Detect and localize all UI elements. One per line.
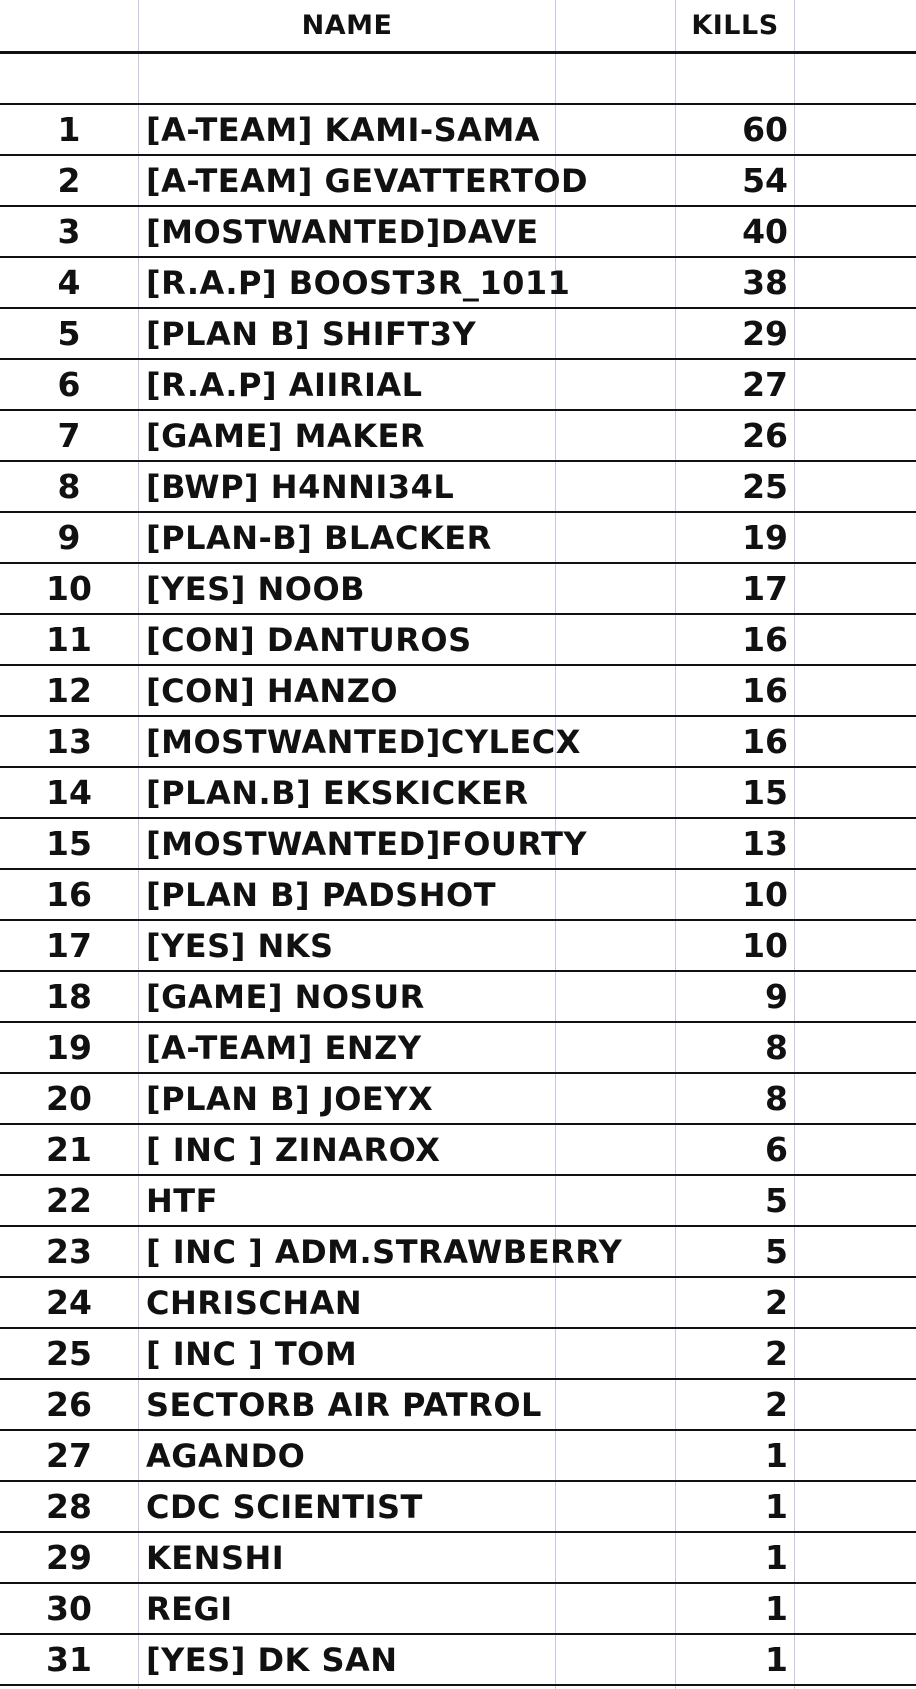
rank-cell: 8 <box>57 467 81 506</box>
kills-cell: 17 <box>742 569 788 608</box>
rank-cell: 25 <box>46 1334 92 1373</box>
rank-cell: 12 <box>46 671 92 710</box>
kills-cell: 16 <box>742 671 788 710</box>
table-row <box>0 768 916 819</box>
table-row <box>0 1482 916 1533</box>
table-row <box>0 105 916 156</box>
table-row <box>0 1023 916 1074</box>
rank-cell: 23 <box>46 1232 92 1271</box>
rank-cell: 3 <box>57 212 81 251</box>
player-name-cell: [BWP] H4NNI34L <box>146 467 455 506</box>
player-name-cell: [A-TEAM] KAMI-SAMA <box>146 110 541 149</box>
table-row <box>0 258 916 309</box>
kills-cell: 2 <box>765 1334 788 1373</box>
kills-cell: 8 <box>765 1028 788 1067</box>
player-name-cell: [ INC ] TOM <box>146 1334 358 1373</box>
rank-cell: 18 <box>46 977 92 1016</box>
player-name-cell: [PLAN B] PADSHOT <box>146 875 497 914</box>
rank-cell: 20 <box>46 1079 92 1118</box>
rank-cell: 2 <box>57 161 81 200</box>
kills-cell: 15 <box>742 773 788 812</box>
table-row <box>0 1227 916 1278</box>
rank-cell: 11 <box>46 620 92 659</box>
player-name-cell: CHRISCHAN <box>146 1283 363 1322</box>
table-row <box>0 1380 916 1431</box>
rank-cell: 27 <box>46 1436 92 1475</box>
player-name-cell: [MOSTWANTED]CYLECX <box>146 722 581 761</box>
player-name-cell: [CON] HANZO <box>146 671 399 710</box>
player-name-cell: [YES] NKS <box>146 926 334 965</box>
kills-cell: 6 <box>765 1130 788 1169</box>
table-row <box>0 1278 916 1329</box>
header-row <box>0 0 916 54</box>
table-row <box>0 360 916 411</box>
kills-cell: 9 <box>765 977 788 1016</box>
player-name-cell: CDC SCIENTIST <box>146 1487 423 1526</box>
kills-cell: 10 <box>742 926 788 965</box>
rank-cell: 16 <box>46 875 92 914</box>
table-row <box>0 1074 916 1125</box>
rank-cell: 14 <box>46 773 92 812</box>
rank-cell: 24 <box>46 1283 92 1322</box>
table-row <box>0 156 916 207</box>
kills-cell: 40 <box>742 212 788 251</box>
kills-cell: 26 <box>742 416 788 455</box>
rank-cell: 22 <box>46 1181 92 1220</box>
kills-cell: 25 <box>742 467 788 506</box>
player-name-cell: [A-TEAM] ENZY <box>146 1028 422 1067</box>
table-row <box>0 513 916 564</box>
player-name-cell: [GAME] MAKER <box>146 416 426 455</box>
player-name-cell: [MOSTWANTED]DAVE <box>146 212 539 251</box>
rank-cell: 28 <box>46 1487 92 1526</box>
kills-cell: 27 <box>742 365 788 404</box>
rank-cell: 9 <box>57 518 81 557</box>
kills-cell: 29 <box>742 314 788 353</box>
kills-cell: 8 <box>765 1079 788 1118</box>
kills-cell: 1 <box>765 1436 788 1475</box>
kills-cell: 10 <box>742 875 788 914</box>
player-name-cell: [R.A.P] AIIRIAL <box>146 365 423 404</box>
spacer-row <box>0 54 916 105</box>
table-row <box>0 1329 916 1380</box>
player-name-cell: [PLAN B] JOEYX <box>146 1079 434 1118</box>
kills-cell: 54 <box>742 161 788 200</box>
player-name-cell: [PLAN-B] BLACKER <box>146 518 492 557</box>
kills-cell: 60 <box>742 110 788 149</box>
player-name-cell: [GAME] NOSUR <box>146 977 425 1016</box>
rank-cell: 21 <box>46 1130 92 1169</box>
table-row <box>0 411 916 462</box>
player-name-cell: HTF <box>146 1181 218 1220</box>
rank-cell: 4 <box>57 263 81 302</box>
player-name-cell: [PLAN.B] EKSKICKER <box>146 773 529 812</box>
rank-cell: 10 <box>46 569 92 608</box>
kills-cell: 5 <box>765 1232 788 1271</box>
rank-cell: 5 <box>57 314 81 353</box>
rank-cell: 6 <box>57 365 81 404</box>
table-row <box>0 819 916 870</box>
kills-cell: 16 <box>742 620 788 659</box>
rank-cell: 19 <box>46 1028 92 1067</box>
rank-cell: 29 <box>46 1538 92 1577</box>
table-row <box>0 1635 916 1686</box>
rank-cell: 7 <box>57 416 81 455</box>
player-name-cell: [PLAN B] SHIFT3Y <box>146 314 477 353</box>
kills-cell: 19 <box>742 518 788 557</box>
rank-cell: 17 <box>46 926 92 965</box>
rank-cell: 15 <box>46 824 92 863</box>
rank-cell: 13 <box>46 722 92 761</box>
header-kills: KILLS <box>691 10 779 41</box>
table-row <box>0 870 916 921</box>
rank-cell: 26 <box>46 1385 92 1424</box>
rank-cell: 30 <box>46 1589 92 1628</box>
table-row <box>0 666 916 717</box>
player-name-cell: [R.A.P] BOOST3R_1011 <box>146 263 571 302</box>
table-row <box>0 1584 916 1635</box>
kills-cell: 16 <box>742 722 788 761</box>
table-row <box>0 972 916 1023</box>
table-row <box>0 717 916 768</box>
header-name: NAME <box>301 10 393 41</box>
table-row <box>0 1176 916 1227</box>
kills-cell: 1 <box>765 1538 788 1577</box>
kills-cell: 1 <box>765 1640 788 1679</box>
player-name-cell: [YES] NOOB <box>146 569 366 608</box>
player-name-cell: SECTORB AIR PATROL <box>146 1385 542 1424</box>
player-name-cell: [MOSTWANTED]FOURTY <box>146 824 588 863</box>
player-name-cell: [CON] DANTUROS <box>146 620 472 659</box>
table-row <box>0 564 916 615</box>
kills-cell: 2 <box>765 1283 788 1322</box>
table-row <box>0 1125 916 1176</box>
table-row <box>0 1431 916 1482</box>
table-row <box>0 309 916 360</box>
table-row <box>0 1533 916 1584</box>
kills-cell: 2 <box>765 1385 788 1424</box>
player-name-cell: [ INC ] ADM.STRAWBERRY <box>146 1232 623 1271</box>
player-name-cell: KENSHI <box>146 1538 285 1577</box>
table-row <box>0 462 916 513</box>
kills-cell: 13 <box>742 824 788 863</box>
kills-cell: 5 <box>765 1181 788 1220</box>
table-row <box>0 921 916 972</box>
header-rank <box>0 0 138 51</box>
table-row <box>0 615 916 666</box>
player-name-cell: AGANDO <box>146 1436 306 1475</box>
rank-cell: 31 <box>46 1640 92 1679</box>
table-row <box>0 207 916 258</box>
player-name-cell: [A-TEAM] GEVATTERTOD <box>146 161 589 200</box>
kills-cell: 38 <box>742 263 788 302</box>
player-name-cell: [YES] DK SAN <box>146 1640 398 1679</box>
player-name-cell: REGI <box>146 1589 233 1628</box>
rank-cell: 1 <box>57 110 81 149</box>
player-name-cell: [ INC ] ZINAROX <box>146 1130 441 1169</box>
kills-cell: 1 <box>765 1589 788 1628</box>
kills-cell: 1 <box>765 1487 788 1526</box>
